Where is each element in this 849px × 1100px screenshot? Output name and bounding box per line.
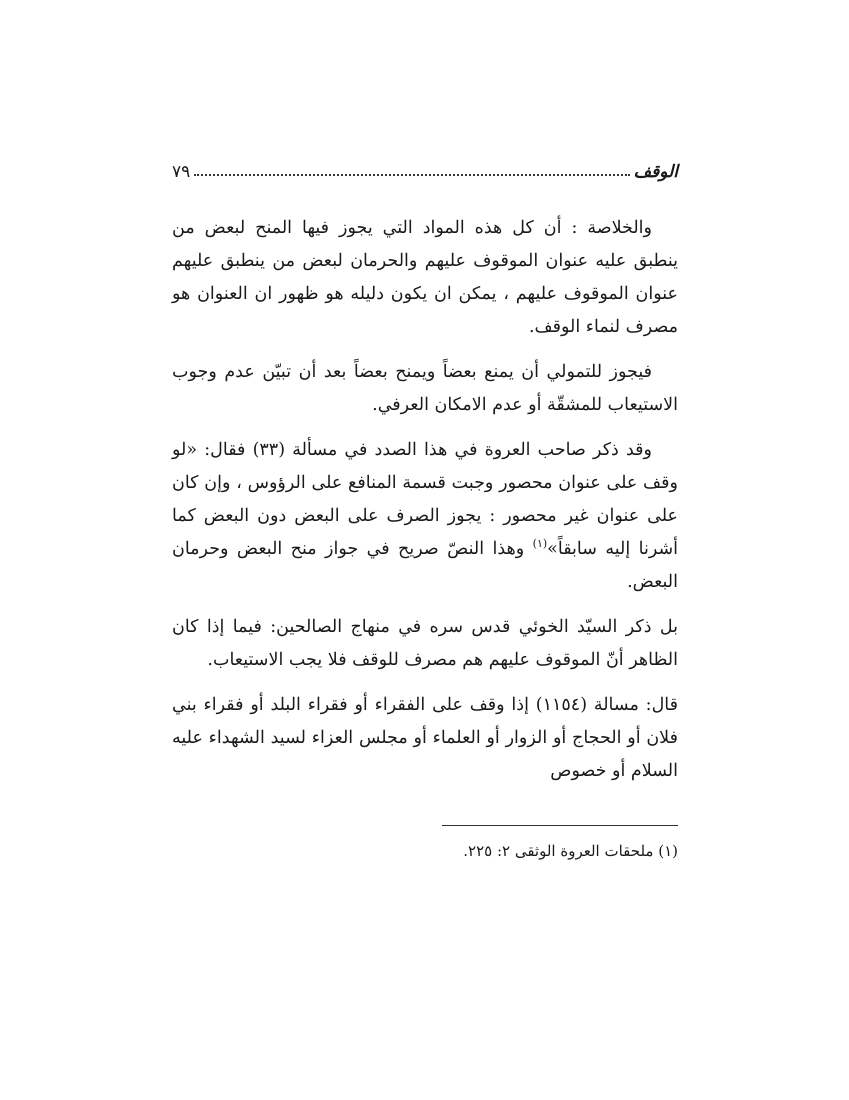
paragraph-trustee: فيجوز للتمولي أن يمنع بعضاً ويمنح بعضاً بعد أن تبيّن عدم وجوب الاستيعاب للمشقّة أو عدم الامكان العرفي. xyxy=(172,362,678,415)
quote-conclusion: وهذا النصّ صريح في جواز منح البعض وحرمان البعض. xyxy=(172,539,678,592)
chapter-title: الوقف xyxy=(633,162,678,182)
paragraph-issue-1154: قال: مسالة (١١٥٤) إذا وقف على الفقراء أو فقراء البلد أو فقراء بني فلان أو الحجاج أو الزوار أو العلماء أو مجلس العزاء لسيد الشهداء عليه السلام أو خصوص xyxy=(172,695,678,781)
header-dot-leader xyxy=(194,173,629,176)
quote-text: وقد ذكر صاحب العروة في هذا الصدد في مسألة (٣٣) فقال: «لو وقف على عنوان محصور وجبت قسمة المنافع على الرؤوس ، وإن كان على عنوان غير محصور : يجوز الصرف على البعض دون البعض كما أشرنا إليه سابقاً» xyxy=(172,440,679,559)
page-number: ٧٩ xyxy=(172,162,191,182)
paragraph-summary: والخلاصة : أن كل هذه المواد التي يجوز فيها المنح لبعض من ينطبق عليه عنوان الموقوف عليهم والحرمان لبعض من ينطبق عليهم عنوان الموقوف عليهم ، يمكن ان يكون دليله هو ظهور ان العنوان هو مصرف لنماء الوقف. xyxy=(172,218,678,337)
running-header xyxy=(172,152,678,182)
footnote-separator xyxy=(442,825,678,826)
body-text xyxy=(172,212,678,800)
paragraph-khoei: بل ذكر السيّد الخوئي قدس سره في منهاج الصالحين: فيما إذا كان الظاهر أنّ الموقوف عليهم هم مصرف للوقف فلا يجب الاستيعاب. xyxy=(172,617,678,670)
footnote-reference: (١) xyxy=(532,537,548,551)
footnote: (١) ملحقات العروة الوثقى ٢: ٢٢٥. xyxy=(463,842,678,860)
paragraph-urwa-quote xyxy=(172,434,678,599)
